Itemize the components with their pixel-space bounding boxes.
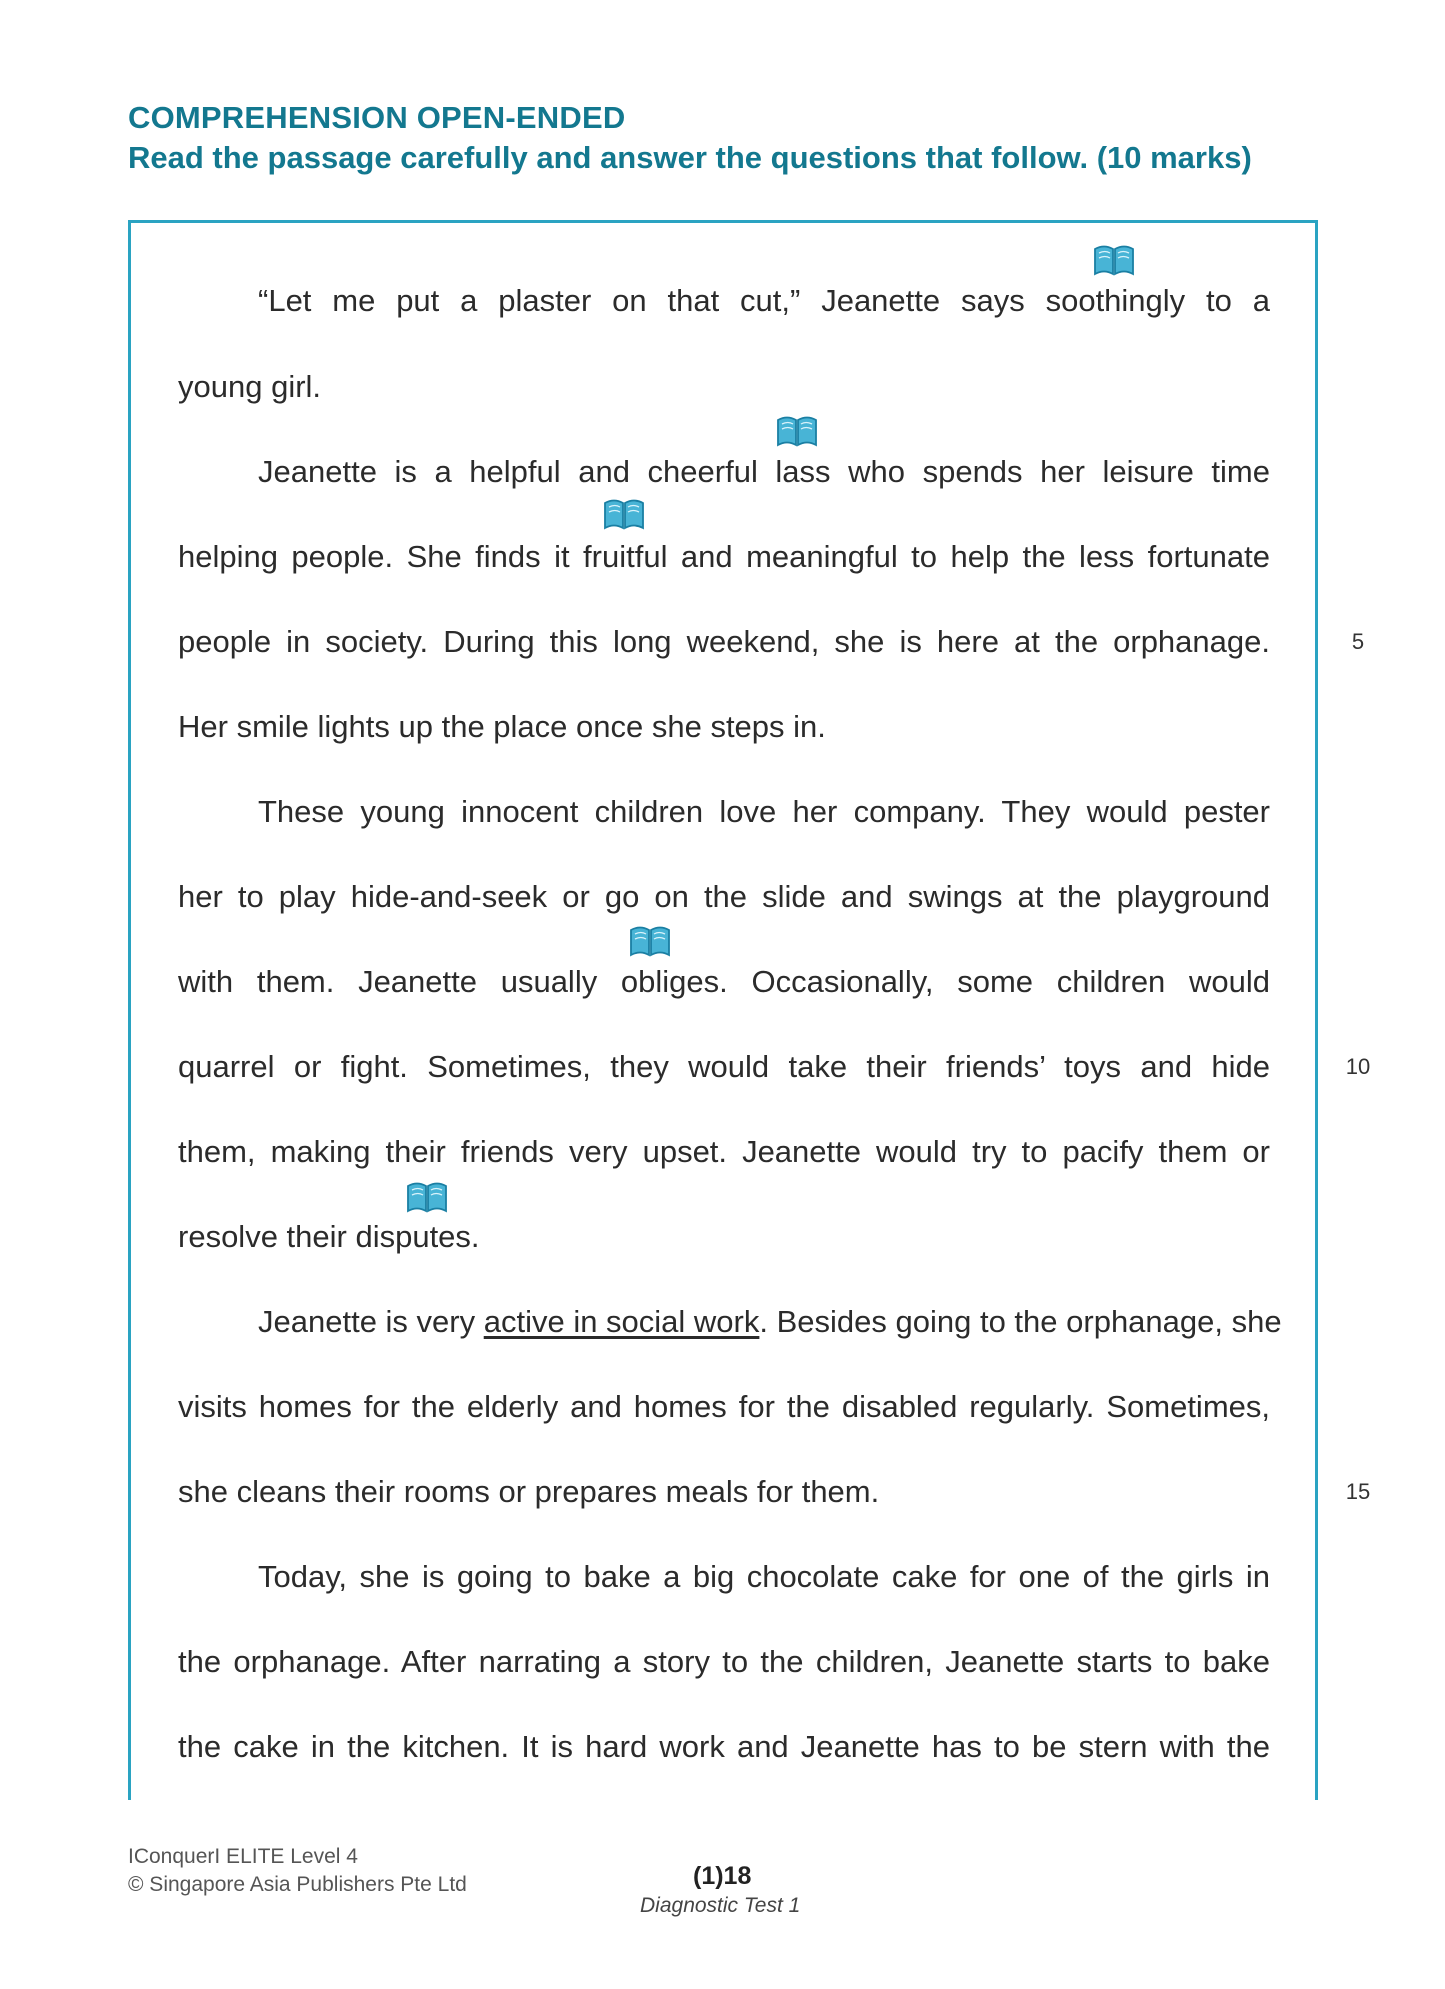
- passage-line: These young innocent children love her company. They would pester: [258, 794, 1270, 829]
- footer-credits: [128, 1843, 467, 1899]
- passage-line: her to play hide-and-seek or go on the slide and swings at the playground: [178, 879, 1270, 914]
- open-book-icon: [1092, 243, 1136, 277]
- passage-line: [258, 1302, 1282, 1342]
- open-book-icon: [602, 497, 646, 531]
- passage-line: “Let me put a plaster on that cut,” Jeanette says soothingly to a: [258, 283, 1270, 318]
- line-number: 10: [1345, 1054, 1371, 1079]
- passage-line: resolve their disputes.: [178, 1219, 480, 1254]
- passage-line: young girl.: [178, 369, 322, 404]
- line-number: 15: [1345, 1479, 1371, 1504]
- copyright: © Singapore Asia Publishers Pte Ltd: [128, 1873, 467, 1896]
- passage-text: Jeanette is very: [258, 1304, 484, 1339]
- section-title: COMPREHENSION OPEN-ENDED: [128, 100, 626, 135]
- passage-line: people in society. During this long weekend, she is here at the orphanage.: [178, 624, 1270, 659]
- test-name: Diagnostic Test 1: [640, 1894, 801, 1917]
- passage-line: with them. Jeanette usually obliges. Occasionally, some children would: [178, 964, 1270, 999]
- passage-line: the cake in the kitchen. It is hard work and Jeanette has to be stern with the: [178, 1729, 1270, 1764]
- passage-line: she cleans their rooms or prepares meals for them.: [178, 1474, 880, 1509]
- passage-line: Today, she is going to bake a big chocolate cake for one of the girls in: [258, 1559, 1270, 1594]
- instruction-text: Read the passage carefully and answer the questions that follow. (10 marks): [128, 140, 1252, 175]
- open-book-icon: [775, 414, 819, 448]
- passage-line: the orphanage. After narrating a story to the children, Jeanette starts to bake: [178, 1644, 1270, 1679]
- passage-text: . Besides going to the orphanage, she: [759, 1304, 1282, 1339]
- underlined-phrase: active in social work: [483, 1304, 760, 1339]
- open-book-icon: [628, 924, 672, 958]
- product-name: IConquerI ELITE Level 4: [128, 1845, 358, 1868]
- passage-line: visits homes for the elderly and homes for the disabled regularly. Sometimes,: [178, 1389, 1270, 1424]
- passage-line: them, making their friends very upset. Jeanette would try to pacify them or: [178, 1134, 1270, 1169]
- page-heading: [128, 98, 1252, 178]
- page-number: (1)18: [693, 1862, 752, 1890]
- passage-line: Her smile lights up the place once she steps in.: [178, 709, 826, 744]
- passage-line: helping people. She finds it fruitful and meaningful to help the less fortunate: [178, 539, 1270, 574]
- line-number: 5: [1351, 629, 1365, 654]
- open-book-icon: [405, 1180, 449, 1214]
- passage-line: quarrel or fight. Sometimes, they would take their friends’ toys and hide: [178, 1049, 1270, 1084]
- passage-line: Jeanette is a helpful and cheerful lass who spends her leisure time: [258, 454, 1270, 489]
